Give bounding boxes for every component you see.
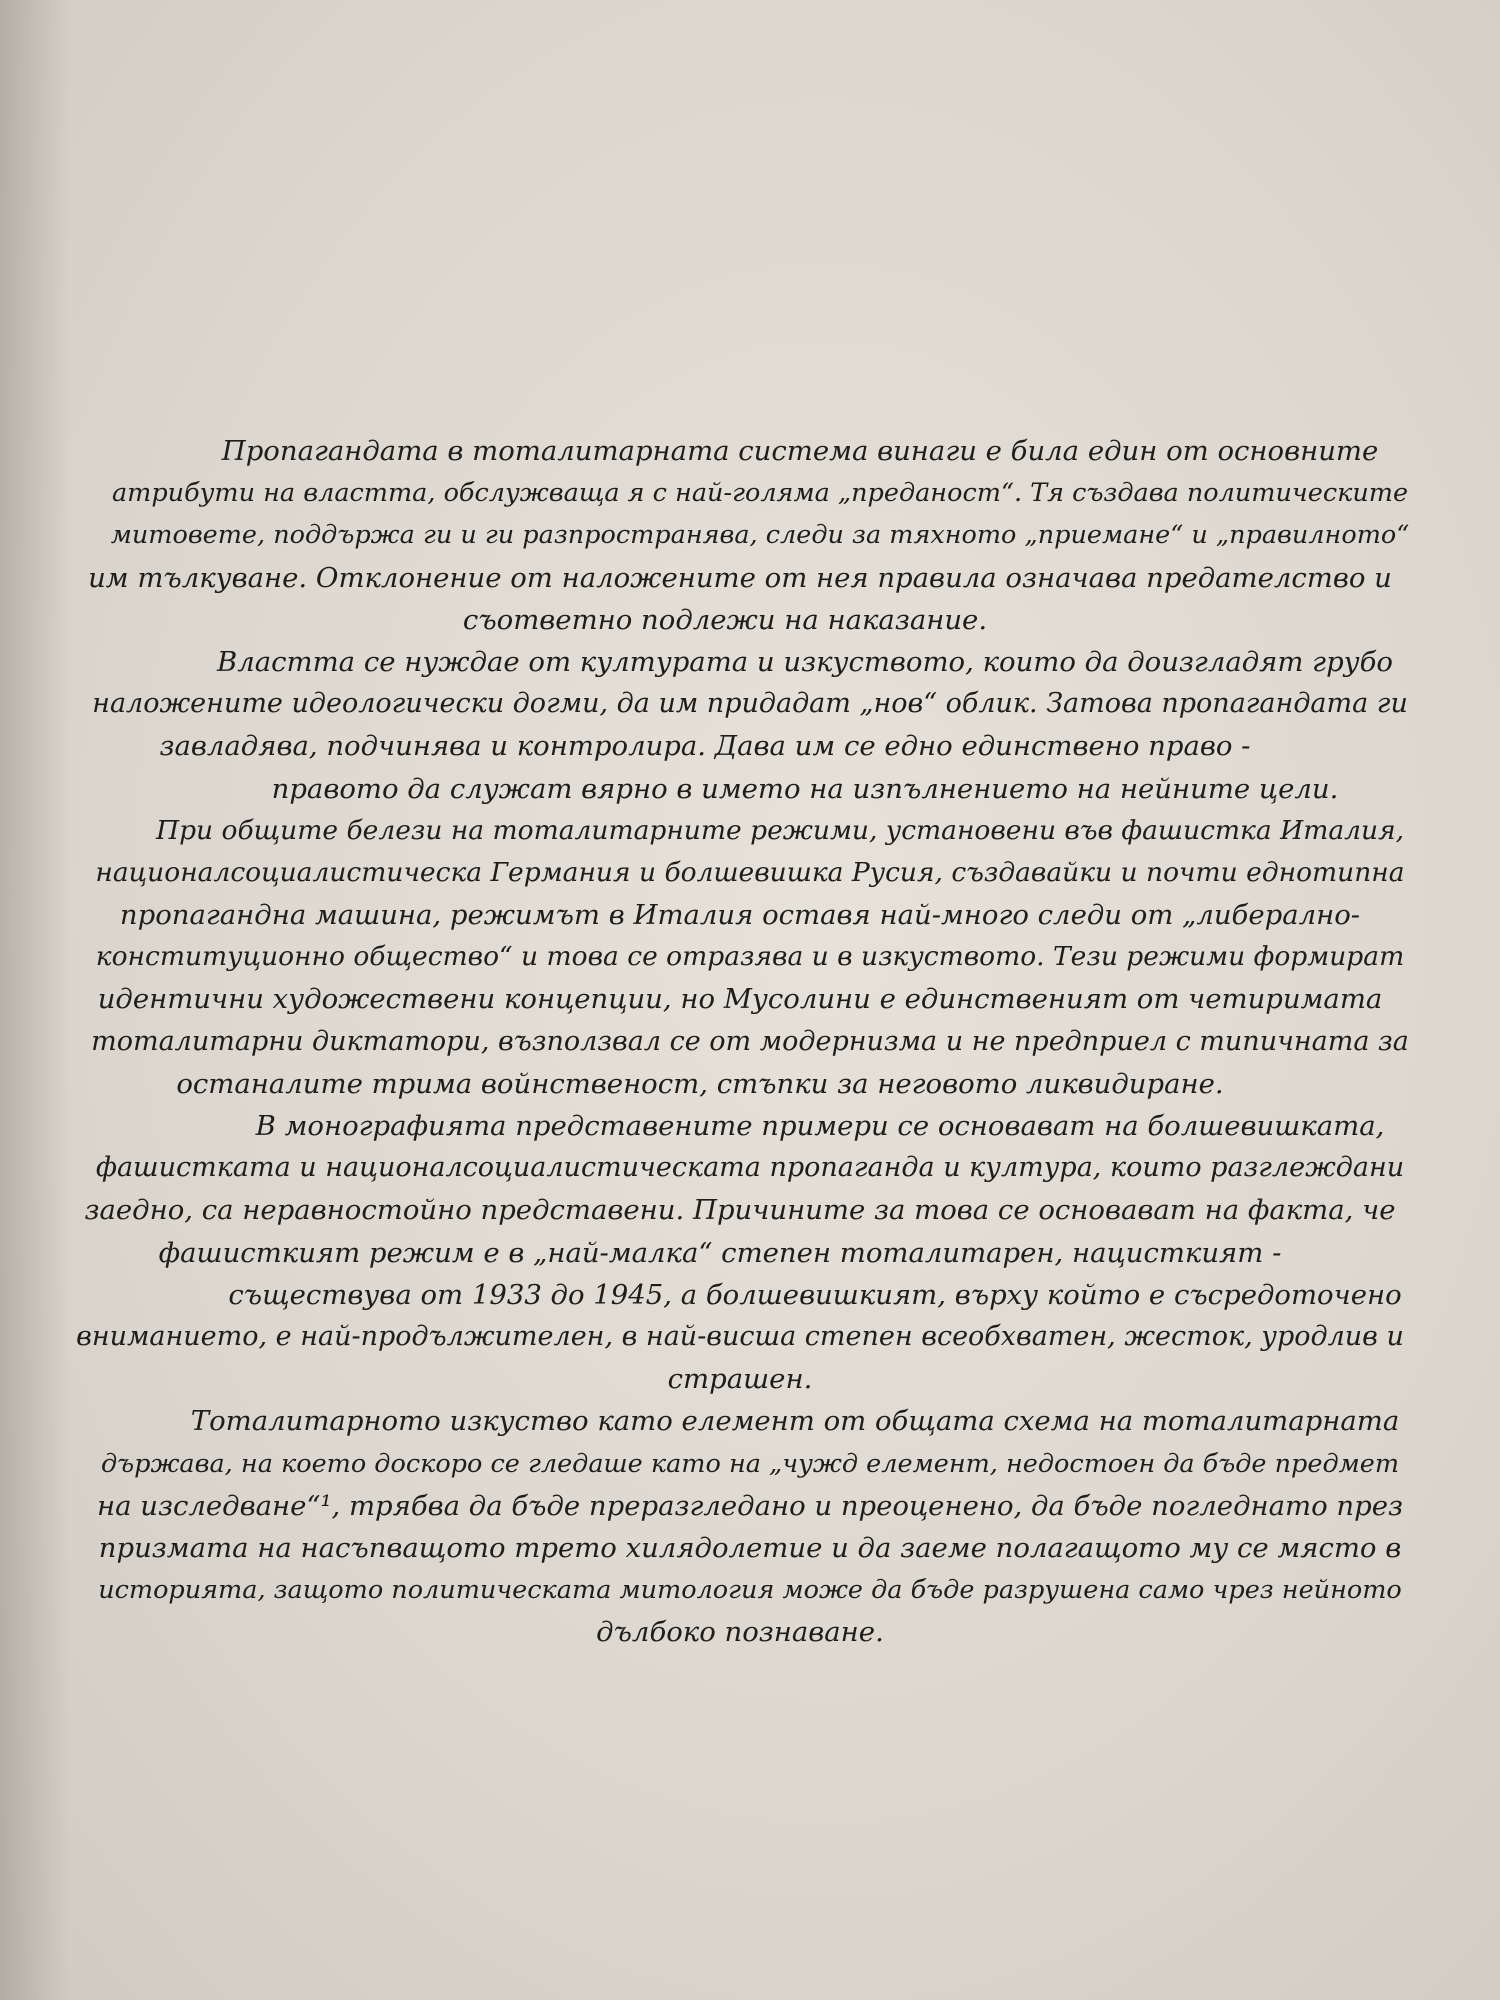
text-line: съответно подлежи на наказание. xyxy=(462,603,988,636)
text-line: националсоциалистическа Германия и болшевишка Русия, създавайки и почти еднотипна xyxy=(95,856,1405,888)
text-line: митовете, поддържа ги и ги разпространява, следи за тяхното „приемане“ и „правилното“ xyxy=(110,520,1410,551)
text-line: фашисткият режим е в „най-малка“ степен тоталитарен, нацисткият - xyxy=(158,1236,1282,1269)
text-line: При общите белези на тоталитарните режими, установени във фашистка Италия, xyxy=(155,814,1405,846)
text-line: Пропагандата в тоталитарната система винаги е била един от основните xyxy=(221,435,1379,467)
text-line: атрибути на властта, обслужваща я с най-голяма „преданост“. Тя създава политическите xyxy=(111,478,1409,509)
text-line: В монографията представените примери се основават на болшевишката, xyxy=(255,1110,1385,1142)
text-line: държава, на което доскоро се гледаше като на „чужд елемент, недостоен да бъде предмет xyxy=(100,1448,1400,1479)
text-line: наложените идеологически догми, да им придадат „нов“ облик. Затова пропагандата ги xyxy=(92,688,1408,720)
text-line: заедно, са неравностойно представени. Причините за това се основават на факта, че xyxy=(84,1194,1396,1227)
text-line: Тоталитарното изкуство като елемент от общата схема на тоталитарната xyxy=(190,1405,1400,1438)
body-text xyxy=(70,430,1410,1653)
text-line: страшен. xyxy=(667,1363,813,1396)
text-line: вниманието, е най-продължителен, в най-висша степен всеобхватен, жесток, уродлив и xyxy=(76,1320,1404,1352)
text-line: тоталитарни диктатори, възползвал се от модернизма и не предприел с типичната за xyxy=(91,1025,1409,1057)
text-line: съществува от 1933 до 1945, а болшевишкият, върху който е съсредоточено xyxy=(228,1278,1402,1311)
text-line: конституционно общество“ и това се отразява и в изкуството. Тези режими формират xyxy=(95,941,1405,973)
text-line: дълбоко познаване. xyxy=(596,1616,884,1649)
text-line: останалите трима войнственост, стъпки за неговото ликвидиране. xyxy=(176,1067,1224,1100)
text-line: завладява, подчинява и контролира. Дава им се едно единствено право - xyxy=(159,730,1251,763)
text-line: им тълкуване. Отклонение от наложените от нея правила означава предателство и xyxy=(88,561,1392,594)
text-line: пропагандна машина, режимът в Италия оставя най-много следи от „либерално- xyxy=(119,899,1361,932)
text-line: фашистката и националсоциалистическата пропаганда и култура, които разглеждани xyxy=(95,1152,1405,1184)
text-line: призмата на насъпващото трето хилядолетие и да заеме полагащото му се място в xyxy=(98,1531,1402,1564)
show-through-text xyxy=(1180,200,1191,240)
text-line: правото да служат вярно в името на изпълнението на нейните цели. xyxy=(271,772,1339,805)
text-line: на изследване“¹, трябва да бъде преразгледано и преоценено, да бъде погледнато през xyxy=(97,1489,1403,1522)
text-line: Властта се нуждае от културата и изкуството, които да доизгладят грубо xyxy=(217,645,1393,678)
text-line: историята, защото политическата митология може да бъде разрушена само чрез нейното xyxy=(98,1575,1402,1606)
text-line: идентични художествени концепции, но Мусолини е единственият от четиримата xyxy=(97,983,1383,1016)
